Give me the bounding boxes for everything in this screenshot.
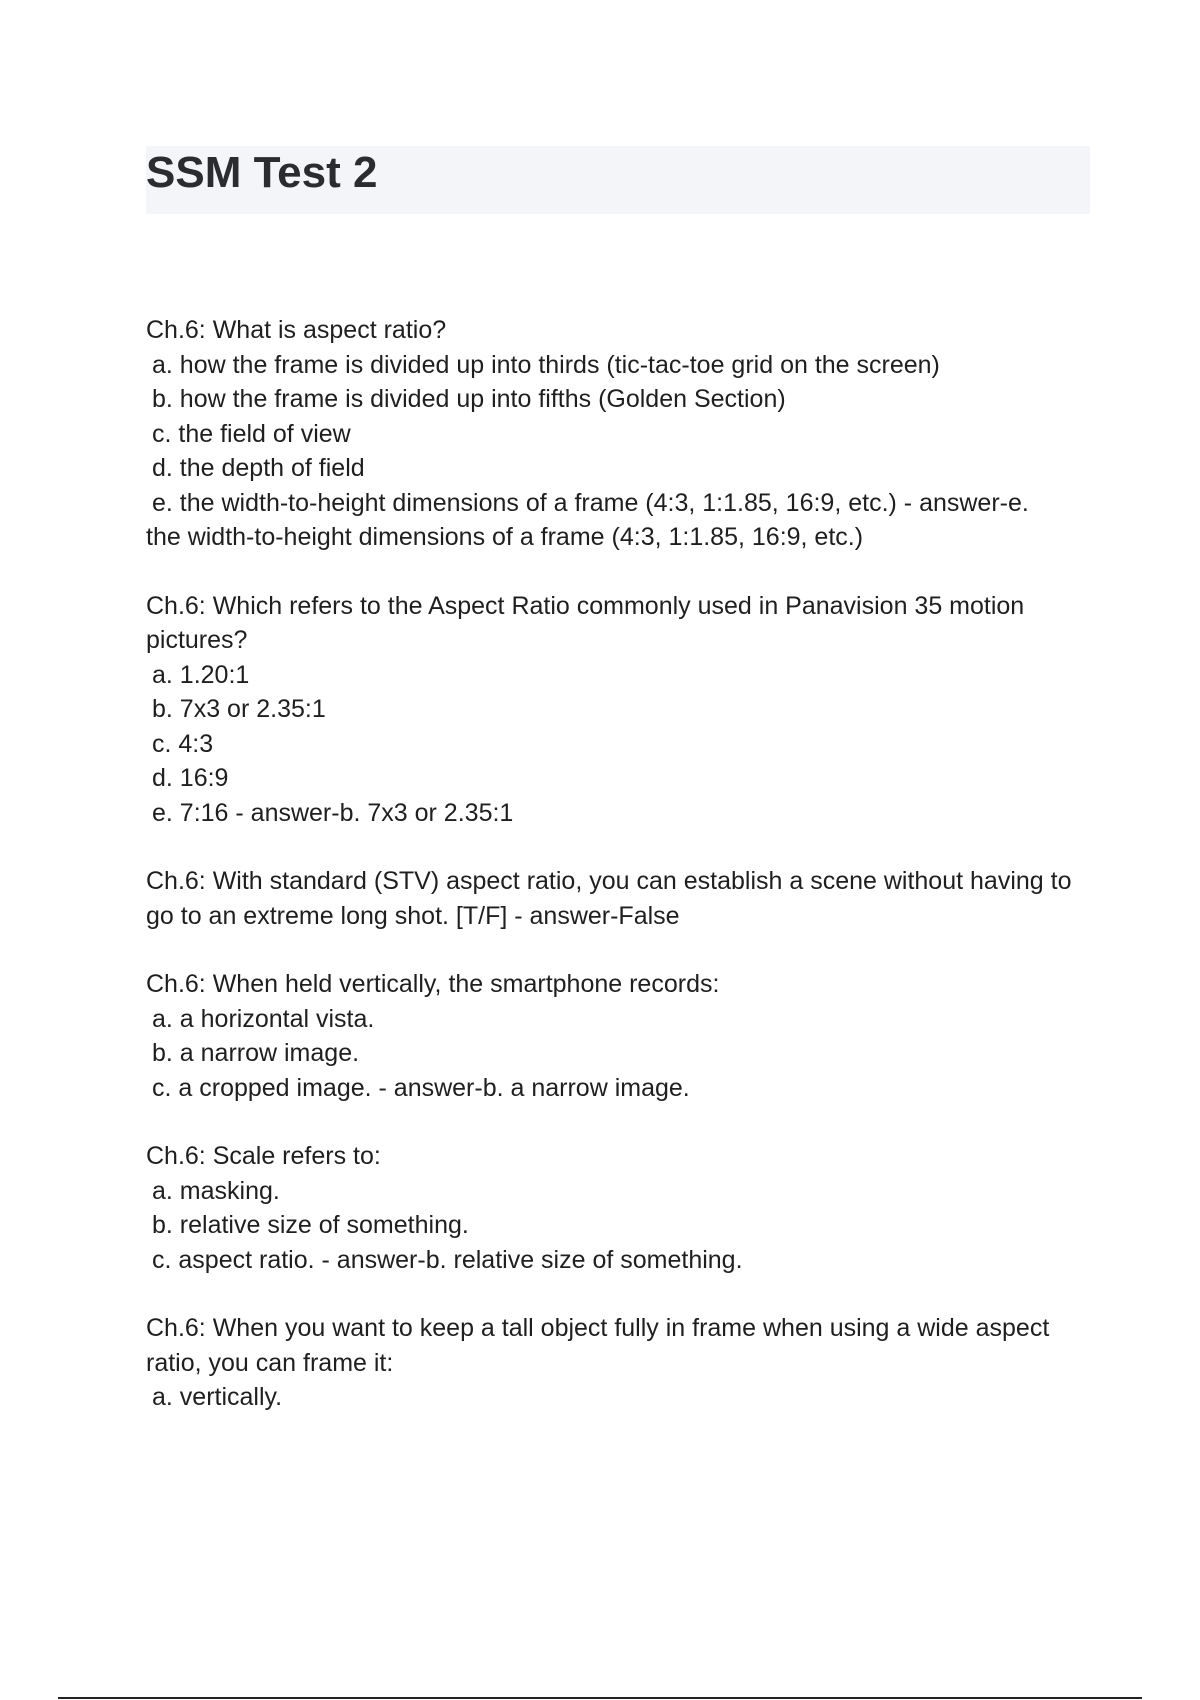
page-title: SSM Test 2 (146, 148, 378, 197)
option-list (146, 658, 1090, 831)
option-item: b. 7x3 or 2.35:1 (152, 695, 326, 723)
option-item: a. vertically. (152, 1383, 283, 1411)
option-item: c. a cropped image. - answer-b. a narrow image. (152, 1073, 690, 1102)
option-item: d. 16:9 (152, 764, 229, 792)
question-block (146, 313, 1090, 555)
question-block (146, 1311, 1090, 1415)
option-item: d. the depth of field (152, 454, 365, 482)
option-list (146, 1002, 1090, 1106)
option-item: b. a narrow image. (152, 1039, 360, 1067)
option-item: b. how the frame is divided up into fifths (Golden Section) (152, 385, 786, 413)
option-item: a. masking. (152, 1176, 280, 1205)
option-list (146, 1174, 1090, 1278)
question-text: Ch.6: Which refers to the Aspect Ratio commonly used in Panavision 35 motion pictures? (146, 591, 1025, 654)
footer-divider (58, 1697, 1142, 1699)
question-text: Ch.6: Scale refers to: (146, 1142, 381, 1170)
question-text: Ch.6: With standard (STV) aspect ratio, you can establish a scene without having to go to an extreme long shot. [T/F] - answer-False (146, 867, 1072, 930)
question-text: Ch.6: What is aspect ratio? (146, 316, 447, 344)
option-item: c. 4:3 (152, 729, 214, 758)
option-list (146, 348, 1090, 521)
question-list (146, 313, 1090, 1449)
option-item: b. relative size of something. (152, 1211, 469, 1239)
option-item: a. a horizontal vista. (152, 1004, 375, 1033)
answer-continuation: the width-to-height dimensions of a frame (4:3, 1:1.85, 16:9, etc.) (146, 523, 864, 551)
option-item: a. 1.20:1 (152, 660, 250, 689)
option-item: e. 7:16 - answer-b. 7x3 or 2.35:1 (152, 798, 514, 827)
option-item: c. aspect ratio. - answer-b. relative size of something. (152, 1245, 743, 1274)
question-block (146, 967, 1090, 1105)
question-block (146, 1139, 1090, 1277)
question-text: Ch.6: When held vertically, the smartphone records: (146, 970, 720, 998)
question-text: Ch.6: When you want to keep a tall object fully in frame when using a wide aspect ratio, you can frame it: (146, 1314, 1050, 1377)
option-item: a. how the frame is divided up into thirds (tic-tac-toe grid on the screen) (152, 350, 940, 379)
option-list (146, 1380, 1090, 1415)
question-block (146, 864, 1090, 933)
option-item: e. the width-to-height dimensions of a frame (4:3, 1:1.85, 16:9, etc.) - answer-e. (152, 488, 1029, 517)
option-item: c. the field of view (152, 419, 351, 448)
question-block (146, 589, 1090, 831)
